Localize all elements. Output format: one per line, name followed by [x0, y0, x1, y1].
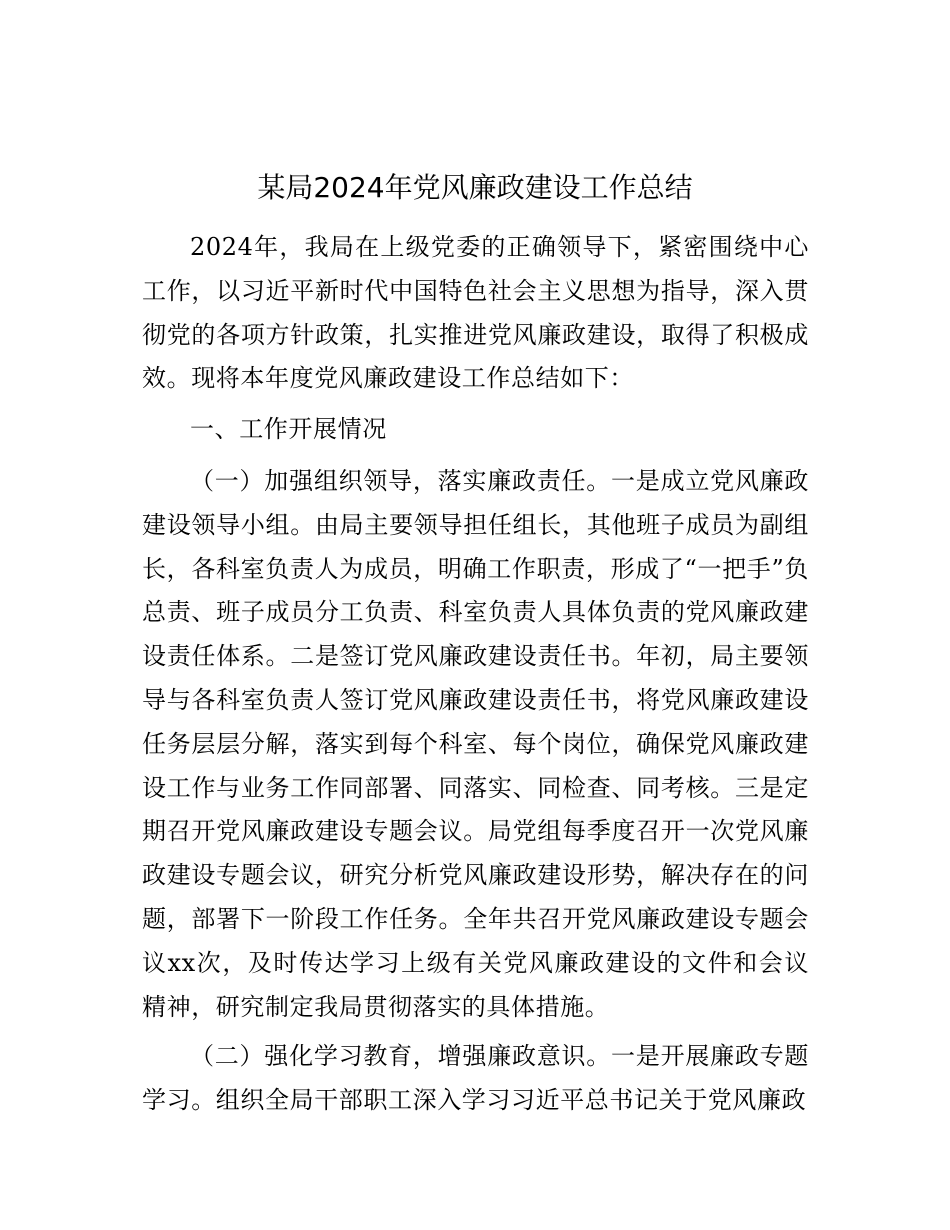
- document-title: 某局2024年党风廉政建设工作总结: [257, 171, 693, 204]
- subsection-2-paragraph: （二）强化学习教育，增强廉政意识。一是开展廉政专题学习。组织全局干部职工深入学习习近平总书记关于党风廉政: [142, 1042, 809, 1114]
- intro-paragraph: 2024年，我局在上级党委的正确领导下，紧密围绕中心工作，以习近平新时代中国特色社会主义思想为指导，深入贯彻党的各项方针政策，扎实推进党风廉政建设，取得了积极成效。现将本年度党风廉政建设工作总结如下：: [142, 233, 809, 393]
- section-heading: 一、工作开展情况: [190, 415, 387, 443]
- subsection-1-paragraph: （一）加强组织领导，落实廉政责任。一是成立党风廉政建设领导小组。由局主要领导担任组长，其他班子成员为副组长，各科室负责人为成员，明确工作职责，形成了“一把手”负总责、班子成员分工负责、科室负责人具体负责的党风廉政建设责任体系。二是签订党风廉政建设责任书。年初，局主要领导与各科室负责人签订党风廉政建设责任书，将党风廉政建设任务层层分解，落实到每个科室、每个岗位，确保党风廉政建设工作与业务工作同部署、同落实、同检查、同考核。三是定期召开党风廉政建设专题会议。局党组每季度召开一次党风廉政建设专题会议，研究分析党风廉政建设形势，解决存在的问题，部署下一阶段工作任务。全年共召开党风廉政建设专题会议xx次，及时传达学习上级有关党风廉政建设的文件和会议精神，研究制定我局贯彻落实的具体措施。: [142, 467, 809, 1021]
